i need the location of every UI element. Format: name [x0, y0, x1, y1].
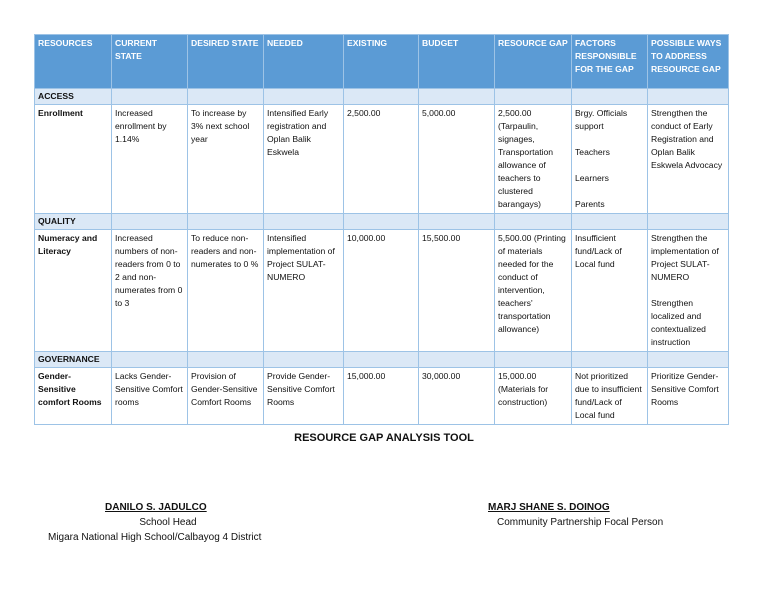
cell-budget: 15,500.00 — [419, 230, 495, 352]
cell-resource-gap: 2,500.00 (Tarpaulin, signages, Transportation allowance of teachers to clustered barangays) — [495, 105, 572, 214]
section-blank-cell — [495, 352, 572, 368]
cell-desired-state: Provision of Gender-Sensitive Comfort Rooms — [188, 368, 264, 425]
section-blank-cell — [264, 214, 344, 230]
cell-resource-gap: 15,000.00 (Materials for construction) — [495, 368, 572, 425]
section-blank-cell — [648, 352, 729, 368]
section-blank-cell — [495, 214, 572, 230]
cell-possible-ways: Strengthen the implementation of Project SULAT-NUMERO Strengthen localized and contextualized instruction — [648, 230, 729, 352]
cell-resource: Numeracy and Literacy — [35, 230, 112, 352]
cell-budget: 30,000.00 — [419, 368, 495, 425]
cell-current-state: Lacks Gender-Sensitive Comfort rooms — [112, 368, 188, 425]
section-blank-cell — [495, 89, 572, 105]
section-blank-cell — [344, 89, 419, 105]
cell-possible-ways: Prioritize Gender-Sensitive Comfort Rooms — [648, 368, 729, 425]
section-title: QUALITY — [35, 214, 112, 230]
table-header-row — [35, 35, 729, 89]
section-blank-cell — [344, 352, 419, 368]
signatory-position: School Head — [139, 517, 197, 528]
section-blank-cell — [419, 89, 495, 105]
section-blank-cell — [572, 89, 648, 105]
cell-needed: Provide Gender-Sensitive Comfort Rooms — [264, 368, 344, 425]
header-needed: NEEDED — [264, 35, 344, 89]
cell-needed: Intensified Early registration and Oplan Balik Eskwela — [264, 105, 344, 214]
section-blank-cell — [572, 214, 648, 230]
signatory-name: MARJ SHANE S. DOINOG — [488, 502, 610, 513]
header-possible-ways: POSSIBLE WAYS TO ADDRESS RESOURCE GAP — [648, 35, 729, 89]
cell-existing: 2,500.00 — [344, 105, 419, 214]
section-blank-cell — [264, 89, 344, 105]
section-blank-cell — [264, 352, 344, 368]
section-blank-cell — [112, 352, 188, 368]
cell-factors: Insufficient fund/Lack of Local fund — [572, 230, 648, 352]
section-blank-cell — [112, 214, 188, 230]
table-row — [35, 230, 729, 352]
header-budget: BUDGET — [419, 35, 495, 89]
section-title: ACCESS — [35, 89, 112, 105]
section-title: GOVERNANCE — [35, 352, 112, 368]
section-blank-cell — [419, 214, 495, 230]
section-blank-cell — [344, 214, 419, 230]
signatory-office: Migara National High School/Calbayog 4 District — [48, 532, 262, 543]
document-title: RESOURCE GAP ANALYSIS TOOL — [294, 432, 474, 444]
cell-needed: Intensified implementation of Project SULAT-NUMERO — [264, 230, 344, 352]
signatory-right — [488, 500, 688, 530]
header-factors: FACTORS RESPONSIBLE FOR THE GAP — [572, 35, 648, 89]
cell-current-state: Increased enrollment by 1.14% — [112, 105, 188, 214]
section-blank-cell — [419, 352, 495, 368]
header-resource-gap: RESOURCE GAP — [495, 35, 572, 89]
section-blank-cell — [648, 89, 729, 105]
signatory-left — [48, 500, 288, 545]
section-row-quality — [35, 214, 729, 230]
cell-budget: 5,000.00 — [419, 105, 495, 214]
signatory-position: Community Partnership Focal Person — [497, 517, 664, 528]
table-row — [35, 368, 729, 425]
section-blank-cell — [188, 352, 264, 368]
section-row-access — [35, 89, 729, 105]
cell-possible-ways: Strengthen the conduct of Early Registration and Oplan Balik Eskwela Advocacy — [648, 105, 729, 214]
cell-desired-state: To increase by 3% next school year — [188, 105, 264, 214]
section-row-governance — [35, 352, 729, 368]
resource-gap-table — [34, 34, 729, 425]
header-existing: EXISTING — [344, 35, 419, 89]
cell-resource: Enrollment — [35, 105, 112, 214]
cell-current-state: Increased numbers of non-readers from 0 to 2 and non-numerates from 0 to 3 — [112, 230, 188, 352]
header-resources: RESOURCES — [35, 35, 112, 89]
cell-resource: Gender-Sensitive comfort Rooms — [35, 368, 112, 425]
cell-existing: 10,000.00 — [344, 230, 419, 352]
header-desired-state: DESIRED STATE — [188, 35, 264, 89]
section-blank-cell — [188, 89, 264, 105]
section-blank-cell — [188, 214, 264, 230]
header-current-state: CURRENT STATE — [112, 35, 188, 89]
cell-factors: Not prioritized due to insufficient fund/Lack of Local fund — [572, 368, 648, 425]
cell-existing: 15,000.00 — [344, 368, 419, 425]
table-row — [35, 105, 729, 214]
section-blank-cell — [112, 89, 188, 105]
cell-resource-gap: 5,500.00 (Printing of materials needed for the conduct of intervention, teachers' transportation allowance) — [495, 230, 572, 352]
signatory-name: DANILO S. JADULCO — [105, 502, 207, 513]
section-blank-cell — [648, 214, 729, 230]
cell-desired-state: To reduce non-readers and non-numerates to 0 % — [188, 230, 264, 352]
section-blank-cell — [572, 352, 648, 368]
cell-factors: Brgy. Officials support Teachers Learners Parents — [572, 105, 648, 214]
